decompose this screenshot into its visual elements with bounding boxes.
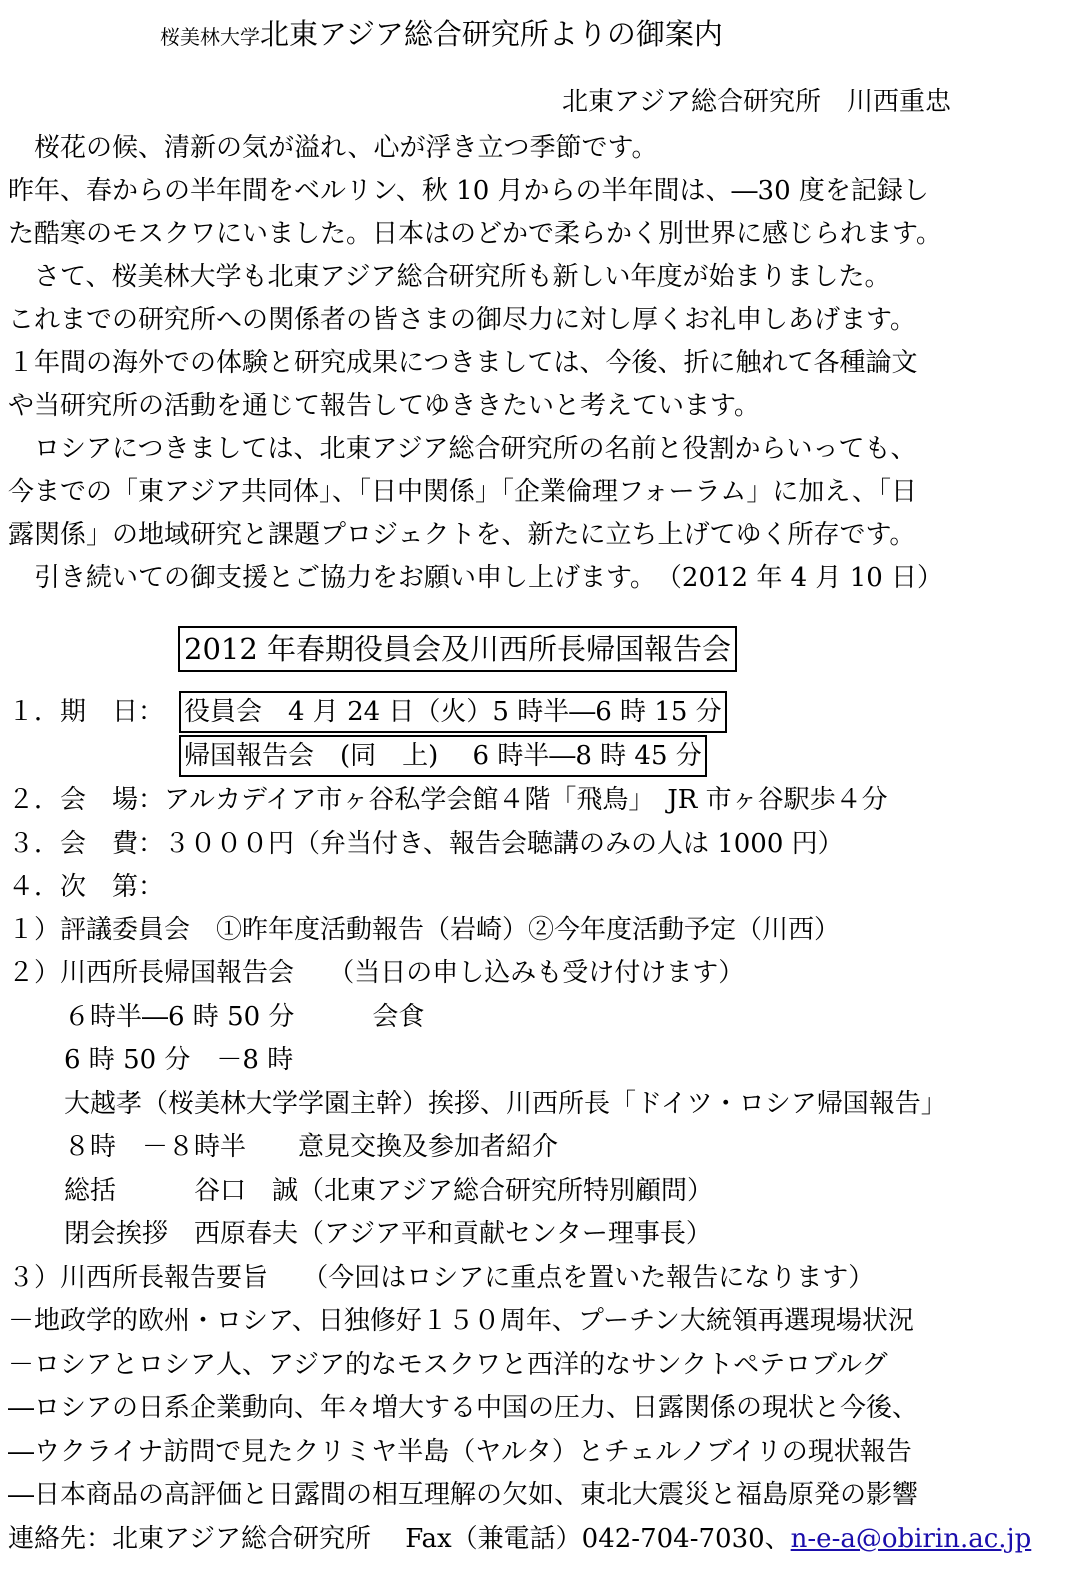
summary-item: ―ウクライナ訪問で見たクリミヤ半島（ヤルタ）とチェルノブイリの現状報告 <box>8 1437 912 1467</box>
event-heading: 2012 年春期役員会及川西所長帰国報告会 <box>178 626 737 672</box>
letter-line: た酷寒のモスクワにいました。日本はのどかで柔らかく別世界に感じられます。 <box>8 219 942 249</box>
contact-text: 連絡先：北東アジア総合研究所 Fax（兼電話）042-704-7030、 <box>8 1524 791 1554</box>
document-title <box>160 16 723 52</box>
venue-line: ２．会 場：アルカデイア市ヶ谷私学会館４階「飛鳥」 JR 市ヶ谷駅歩４分 <box>8 785 888 815</box>
letter-line: 今までの「東アジア共同体」、「日中関係」「企業倫理フォーラム」に加え、「日 <box>8 477 917 507</box>
schedule-item: ６時半―6 時 50 分 会食 <box>64 1002 425 1032</box>
schedule-item: 閉会挨拶 西原春夫（アジア平和貢献センター理事長） <box>64 1219 712 1249</box>
title-university: 桜美林大学 <box>160 25 260 49</box>
schedule-item: 総括 谷口 誠（北東アジア総合研究所特別顧問） <box>64 1176 713 1206</box>
letter-line: １年間の海外での体験と研究成果につきましては、今後、折に触れて各種論文 <box>8 348 918 378</box>
schedule-item: 大越孝（桜美林大学学園主幹）挨拶、川西所長「ドイツ・ロシア帰国報告」 <box>64 1089 947 1119</box>
letter-line: ロシアにつきましては、北東アジア総合研究所の名前と役割からいっても、 <box>8 434 917 464</box>
program-item: １）評議委員会 ①昨年度活動報告（岩崎）②今年度活動予定（川西） <box>8 915 841 945</box>
program-label: ４．次 第： <box>8 872 165 902</box>
summary-item: ―日本商品の高評価と日露間の相互理解の欠如、東北大震災と福島原発の影響 <box>8 1480 919 1510</box>
letter-line: 引き続いての御支援とご協力をお願い申し上げます。 （2012 年 4 月 10 日） <box>8 563 944 593</box>
letter-line: 桜花の候、清新の気が溢れ、心が浮き立つ季節です。 <box>8 133 658 163</box>
program-item: ２）川西所長帰国報告会 （当日の申し込みも受け付けます） <box>8 958 745 988</box>
letter-line: 露関係」の地域研究と課題プロジェクトを、新たに立ち上げてゆく所存です。 <box>8 520 916 550</box>
letter-line: さて、桜美林大学も北東アジア総合研究所も新しい年度が始まりました。 <box>8 262 891 292</box>
email-link[interactable]: n-e-a@obirin.ac.jp <box>790 1524 1032 1554</box>
date-box-board-meeting: 役員会 4 月 24 日（火）5 時半―6 時 15 分 <box>179 691 727 733</box>
summary-label: ３）川西所長報告要旨 （今回はロシアに重点を置いた報告になります） <box>8 1263 875 1293</box>
title-main: 北東アジア総合研究所よりの御案内 <box>260 17 723 51</box>
summary-item: －地政学的欧州・ロシア、日独修好１５０周年、プーチン大統領再選現場状況 <box>8 1306 914 1336</box>
letter-line: や当研究所の活動を通じて報告してゆききたいと考えています。 <box>8 391 760 421</box>
date-box-report-meeting: 帰国報告会 (同 上) 6 時半―8 時 45 分 <box>179 735 707 777</box>
letter-line: これまでの研究所への関係者の皆さまの御尽力に対し厚くお礼申しあげます。 <box>8 305 916 335</box>
summary-item: ―ロシアの日系企業動向、年々増大する中国の圧力、日露関係の現状と今後、 <box>8 1393 919 1423</box>
schedule-item: 6 時 50 分 －8 時 <box>64 1045 294 1075</box>
author-line: 北東アジア総合研究所 川西重忠 <box>562 87 951 117</box>
summary-item: －ロシアとロシア人、アジア的なモスクワと西洋的なサンクトペテロブルグ <box>8 1350 888 1380</box>
schedule-item: ８時 －８時半 意見交換及参加者紹介 <box>64 1132 559 1162</box>
fee-line: ３．会 費：３０００円（弁当付き、報告会聴講のみの人は 1000 円） <box>8 829 844 859</box>
date-label: １．期 日： <box>8 697 165 727</box>
contact-line <box>8 1521 1031 1557</box>
letter-line: 昨年、春からの半年間をベルリン、秋 10 月からの半年間は、―30 度を記録し <box>8 176 929 206</box>
